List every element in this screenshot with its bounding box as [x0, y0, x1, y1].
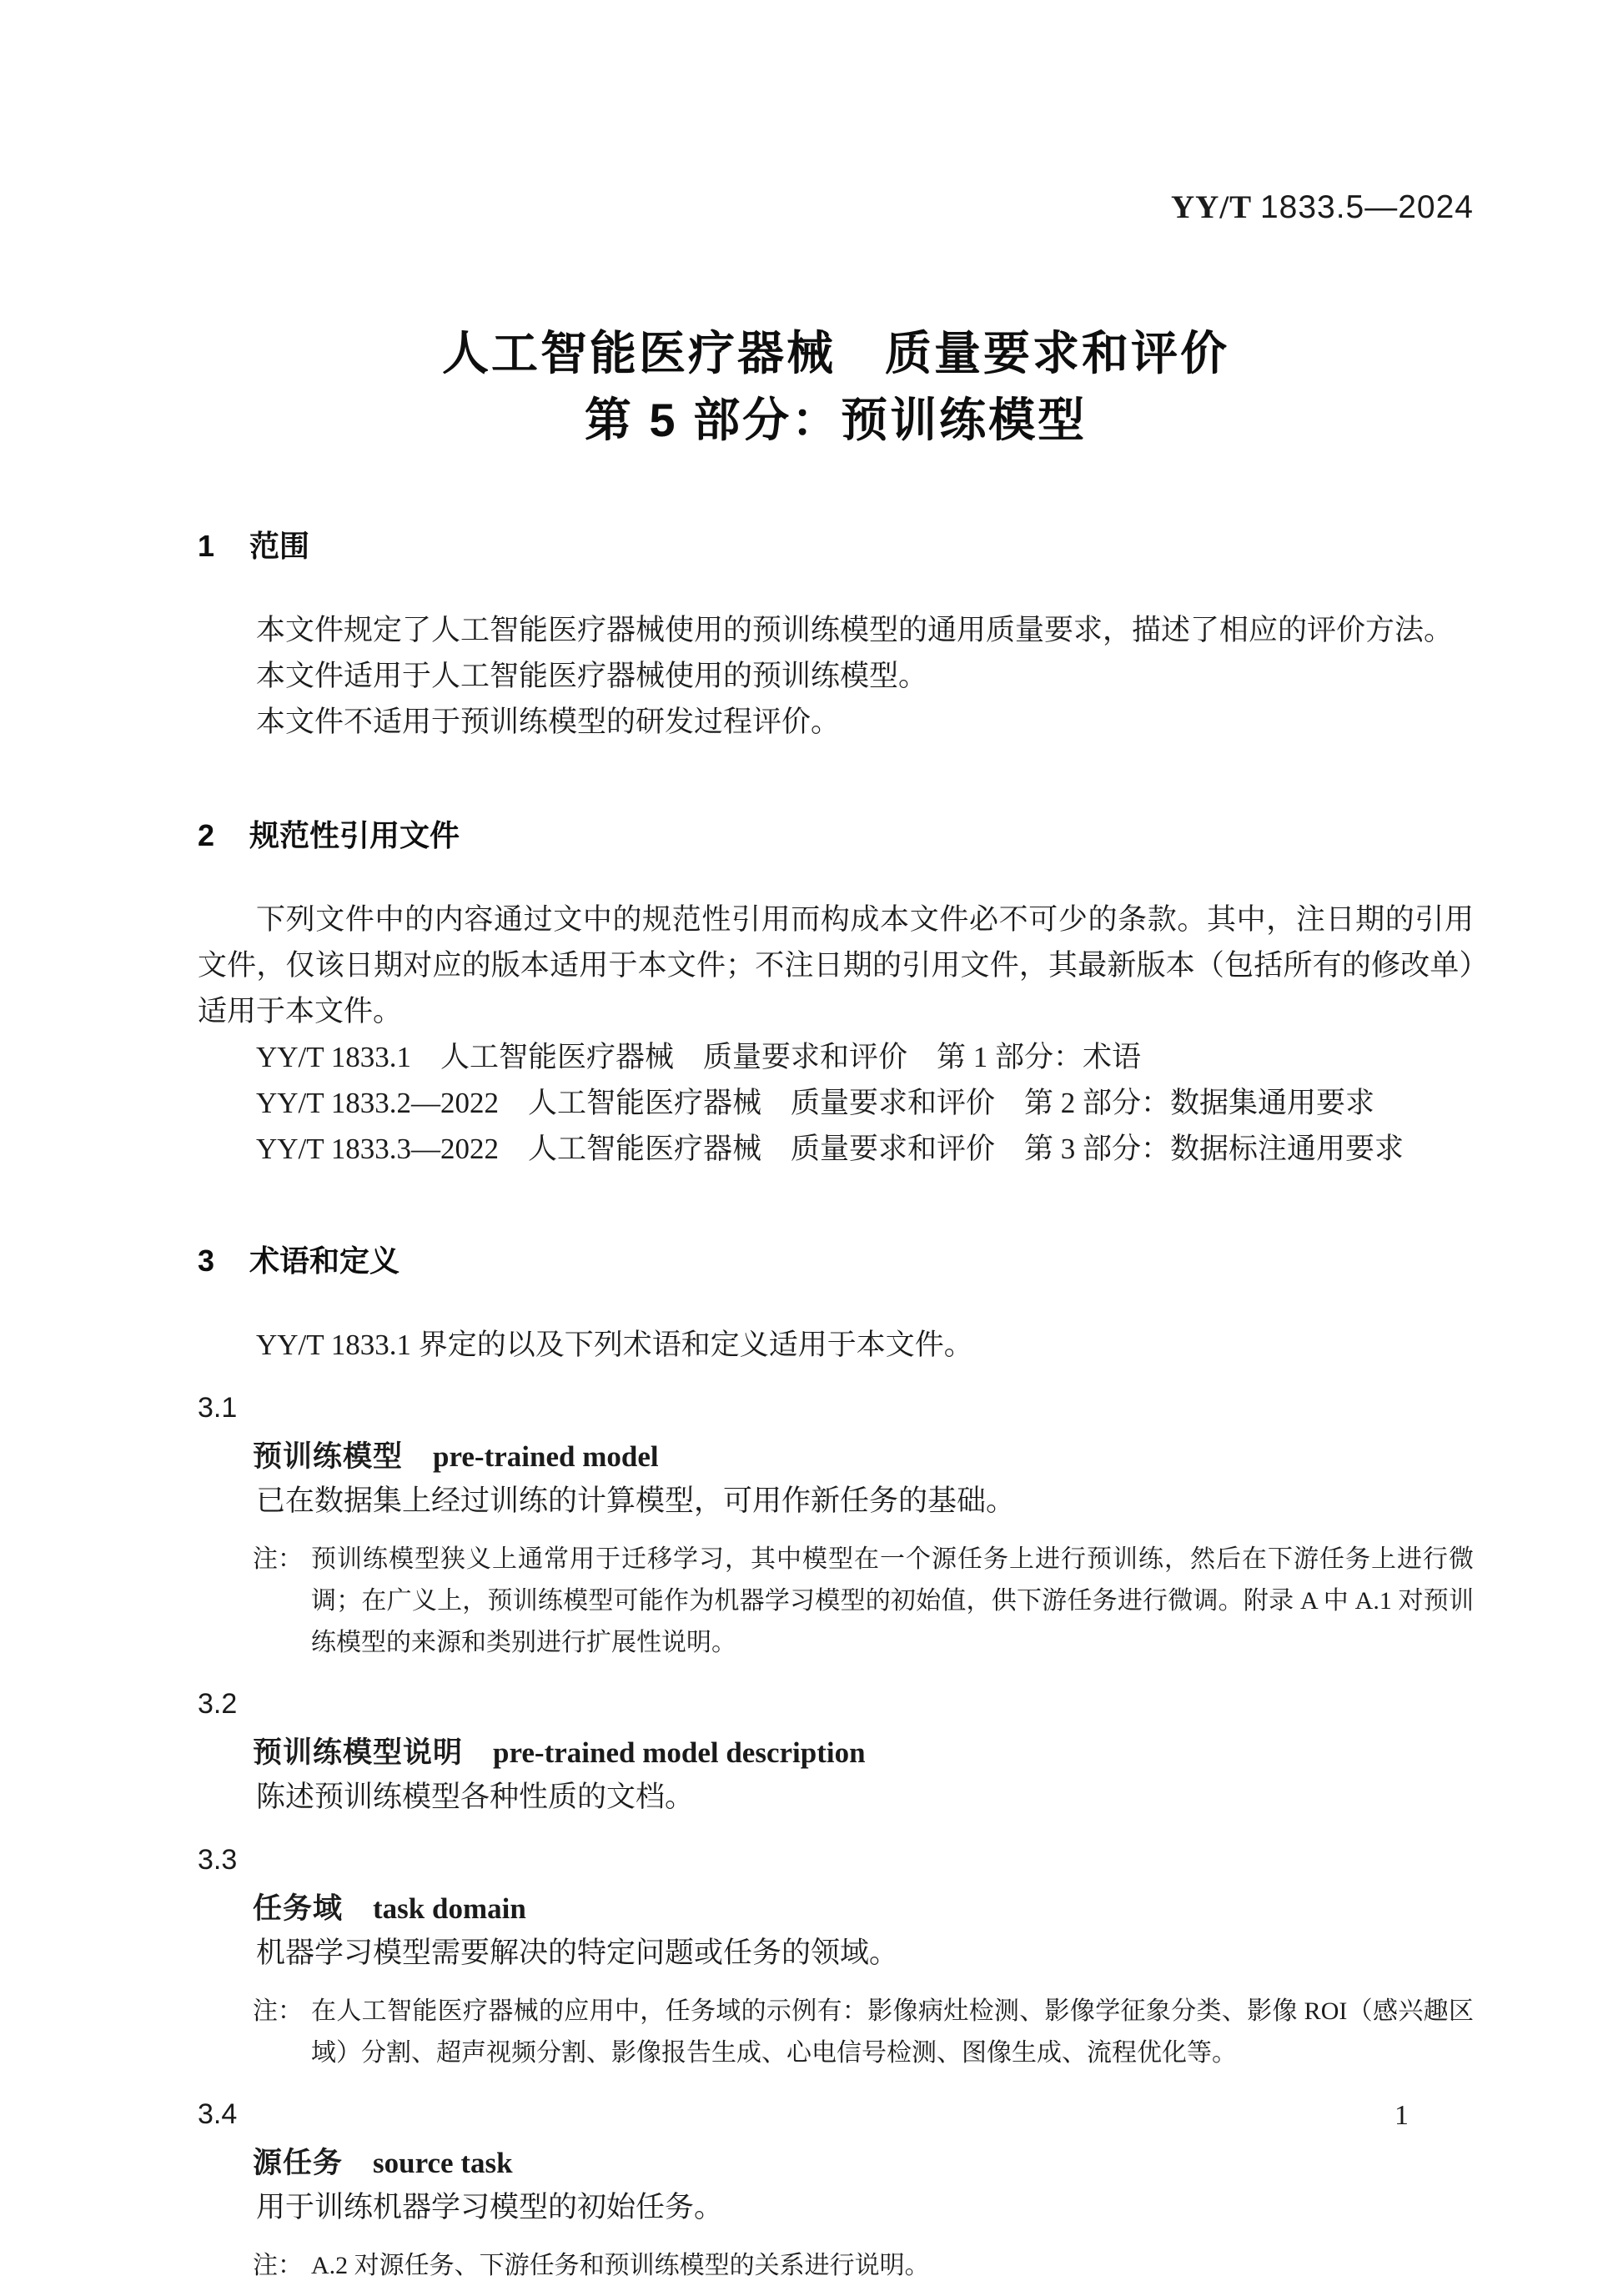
term-entry	[198, 1686, 1474, 1820]
paragraph: YY/T 1833.1 界定的以及下列术语和定义适用于本文件。	[256, 1329, 973, 1361]
term-zh: 源任务	[253, 2147, 344, 2179]
standard-code-number: 1833.5—2024	[1259, 189, 1474, 225]
term-note	[253, 1539, 1474, 1664]
section3-title: 术语和定义	[249, 1243, 400, 1278]
term-note	[253, 1991, 1474, 2074]
section1-number: 1	[198, 529, 215, 563]
section-scope	[198, 527, 1474, 745]
term-zh: 预训练模型	[253, 1440, 404, 1473]
page-header	[198, 0, 1474, 227]
paragraph: 本文件规定了人工智能医疗器械使用的预训练模型的通用质量要求，描述了相应的评价方法。	[256, 614, 1454, 646]
paragraph: 下列文件中的内容通过文中的规范性引用而构成本文件必不可少的条款。其中，注日期的引用文件，仅该日期对应的版本适用于本文件；不注日期的引用文件，其最新版本（包括所有的修改单）适用于本文件。	[198, 903, 1474, 1027]
page-content	[198, 0, 1474, 2287]
term-number: 3.4	[198, 2098, 238, 2130]
note-text: 预训练模型狭义上通常用于迁移学习，其中模型在一个源任务上进行预训练，然后在下游任务上进行微调；在广义上，预训练模型可能作为机器学习模型的初始值，供下游任务进行微调。附录 A 中 A.1 对预训练模型的来源和类别进行扩展性说明。	[311, 1545, 1474, 1656]
paragraph: 本文件适用于人工智能医疗器械使用的预训练模型。	[256, 660, 928, 692]
term-en: pre-trained model description	[493, 1736, 866, 1769]
reference-item: YY/T 1833.2—2022 人工智能医疗器械 质量要求和评价 第 2 部分：数据集通用要求	[256, 1087, 1375, 1119]
section2-heading	[198, 816, 1474, 855]
document-title-line1: 人工智能医疗器械 质量要求和评价	[442, 327, 1229, 379]
term-entry	[198, 2096, 1474, 2287]
term-title	[198, 2143, 1474, 2184]
page-number: 1	[1394, 2100, 1409, 2131]
term-number: 3.1	[198, 1392, 238, 1424]
section-normative-references	[198, 816, 1474, 1172]
section2-number: 2	[198, 818, 215, 852]
reference-item: YY/T 1833.3—2022 人工智能医疗器械 质量要求和评价 第 3 部分：数据标注通用要求	[256, 1133, 1404, 1165]
term-definition: 用于训练机器学习模型的初始任务。	[256, 2191, 724, 2223]
note-label: 注：	[253, 1545, 303, 1573]
paragraph: 本文件不适用于预训练模型的研发过程评价。	[256, 706, 841, 738]
term-number: 3.2	[198, 1688, 238, 1720]
document-title-line2: 第 5 部分：预训练模型	[584, 394, 1088, 446]
term-en: task domain	[373, 1892, 526, 1925]
term-title	[198, 1888, 1474, 1930]
term-zh: 预训练模型说明	[253, 1736, 464, 1769]
term-definition: 已在数据集上经过训练的计算模型，可用作新任务的基础。	[256, 1485, 1016, 1517]
document-title	[198, 320, 1474, 454]
term-title	[198, 1732, 1474, 1774]
section2-title: 规范性引用文件	[249, 818, 460, 852]
note-label: 注：	[253, 2252, 303, 2279]
section3-heading	[198, 1242, 1474, 1280]
term-note	[253, 2245, 1474, 2287]
term-definition: 陈述预训练模型各种性质的文档。	[256, 1781, 695, 1813]
term-title	[198, 1436, 1474, 1478]
term-entry	[198, 1841, 1474, 2074]
note-label: 注：	[253, 1997, 303, 2025]
term-entry	[198, 1389, 1474, 1664]
reference-item: YY/T 1833.1 人工智能医疗器械 质量要求和评价 第 1 部分：术语	[256, 1041, 1142, 1073]
note-text: A.2 对源任务、下游任务和预训练模型的关系进行说明。	[311, 2252, 930, 2279]
term-definition: 机器学习模型需要解决的特定问题或任务的领域。	[256, 1937, 899, 1969]
section1-title: 范围	[249, 529, 310, 563]
section1-heading	[198, 527, 1474, 565]
term-zh: 任务域	[253, 1892, 344, 1925]
note-text: 在人工智能医疗器械的应用中，任务域的示例有：影像病灶检测、影像学征象分类、影像 ROI（感兴趣区域）分割、超声视频分割、影像报告生成、心电信号检测、图像生成、流程优化等。	[311, 1997, 1474, 2067]
section-terms-definitions	[198, 1242, 1474, 2287]
standard-code-prefix: YY/T	[1171, 189, 1253, 225]
section3-number: 3	[198, 1243, 215, 1278]
term-en: pre-trained model	[433, 1440, 659, 1473]
term-en: source task	[373, 2147, 513, 2179]
term-number: 3.3	[198, 1844, 238, 1876]
